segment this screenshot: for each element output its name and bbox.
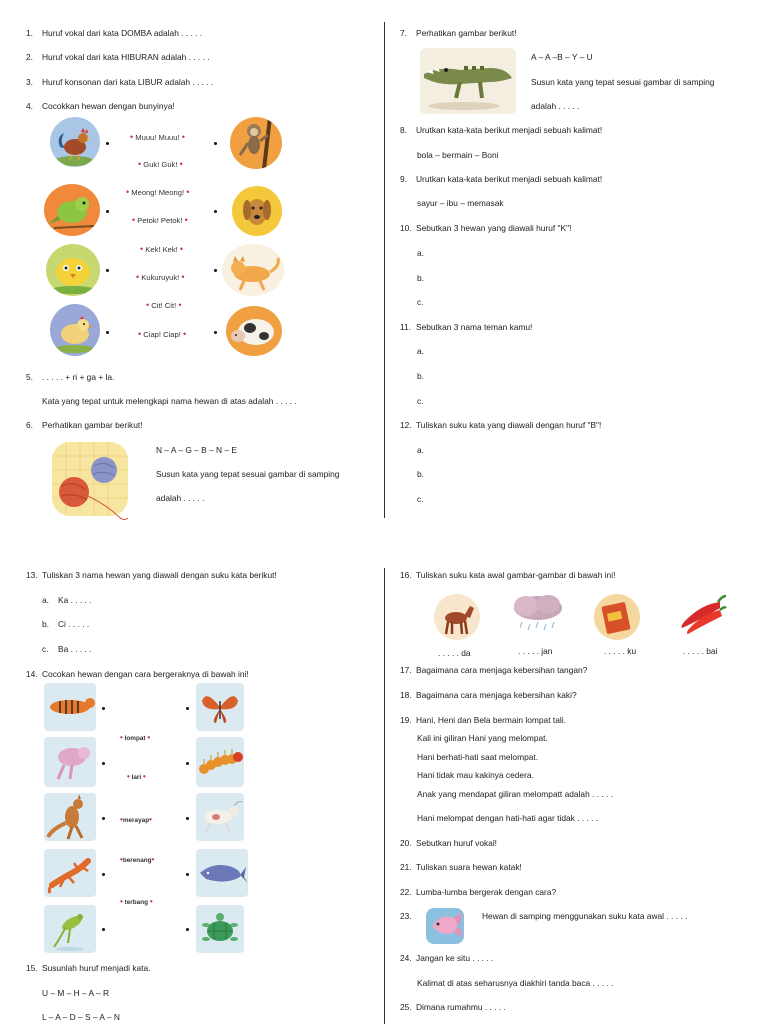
- question-13: 13. Tuliskan 3 nama hewan yang diawali dengan suku kata berikut!: [26, 570, 277, 580]
- monkey-icon: [230, 117, 282, 169]
- question-21: 21. Tuliskan suara hewan katak!: [400, 862, 522, 872]
- chili-icon: [672, 592, 728, 638]
- sound-label: • Muuu! Muuu! •: [130, 132, 185, 142]
- question-23-text: Hewan di samping menggunakan suku kata awal . . . . .: [482, 911, 688, 921]
- question-5-line2: Kata yang tepat untuk melengkapi nama hewan di atas adalah . . . . .: [42, 396, 297, 406]
- question-12: 12. Tuliskan suku kata yang diawali dengan huruf "B"!: [400, 420, 602, 430]
- column-divider-bottom: [384, 568, 385, 1024]
- dog-icon: [232, 186, 282, 236]
- blank-4[interactable]: . . . . . bai: [683, 646, 718, 656]
- question-8: 8. Urutkan kata-kata berikut menjadi sebuah kalimat!: [400, 125, 603, 135]
- answer-b[interactable]: b.: [417, 469, 424, 479]
- question-4: 4. Cocokkan hewan dengan bunyinya!: [26, 101, 175, 111]
- question-1: 1. Huruf vokal dari kata DOMBA adalah . . . . .: [26, 28, 203, 38]
- question-7-line1: Susun kata yang tepat sesuai gambar di samping: [531, 77, 715, 87]
- question-11: 11. Sebutkan 3 nama teman kamu!: [400, 322, 533, 332]
- question-15-word2: L – A – D – S – A – N: [42, 1012, 120, 1022]
- match-dot[interactable]: [214, 331, 217, 334]
- question-18: 18. Bagaimana cara menjaga kebersihan kaki?: [400, 690, 577, 700]
- match-dot[interactable]: [102, 762, 105, 765]
- question-15: 15. Susunlah huruf menjadi kata.: [26, 963, 151, 973]
- question-19-line5: Hani melompat dengan hati-hati agar tidak . . . . .: [417, 813, 599, 823]
- rooster-icon: [50, 117, 100, 167]
- move-label: • terbang •: [120, 897, 153, 906]
- answer-c[interactable]: c.: [417, 297, 424, 307]
- pig-icon: [44, 737, 96, 787]
- blank-1[interactable]: . . . . . da: [438, 648, 471, 658]
- move-label: •merayap•: [120, 815, 152, 824]
- column-divider-top: [384, 22, 385, 518]
- question-24-line2: Kalimat di atas seharusnya diakhiri tanda baca . . . . .: [417, 978, 614, 988]
- question-19-line1: Kali ini giliran Hani yang melompat.: [417, 733, 548, 743]
- blank-2[interactable]: . . . . . jan: [518, 646, 553, 656]
- match-dot[interactable]: [106, 210, 109, 213]
- match-dot[interactable]: [102, 873, 105, 876]
- sound-label: • Ciap! Ciap! •: [138, 329, 187, 339]
- crocodile-icon: [420, 48, 516, 114]
- answer-b[interactable]: b.: [417, 273, 424, 283]
- move-label: • lari •: [127, 772, 146, 781]
- question-19: 19. Hani, Heni dan Bela bermain lompat tali.: [400, 715, 566, 725]
- answer-a[interactable]: a.: [417, 248, 424, 258]
- kangaroo-icon: [44, 793, 96, 841]
- fish-icon: [422, 904, 468, 948]
- match-dot[interactable]: [102, 817, 105, 820]
- question-9-words: sayur – ibu – memasak: [417, 198, 504, 208]
- question-9: 9. Urutkan kata-kata berikut menjadi sebuah kalimat!: [400, 174, 603, 184]
- question-22: 22. Lumba-lumba bergerak dengan cara?: [400, 887, 557, 897]
- cat-icon: [222, 244, 284, 296]
- question-10: 10. Sebutkan 3 hewan yang diawali huruf "K"!: [400, 223, 572, 233]
- match-dot[interactable]: [106, 269, 109, 272]
- match-dot[interactable]: [102, 928, 105, 931]
- parrot-icon: [44, 184, 100, 236]
- sound-label: • Meong! Meong! •: [126, 187, 190, 197]
- blank-3[interactable]: . . . . . ku: [604, 646, 637, 656]
- match-dot[interactable]: [186, 707, 189, 710]
- hen-icon: [50, 304, 100, 356]
- sound-label: • Cit! Cit! •: [146, 300, 182, 310]
- move-label: • lompat •: [120, 733, 151, 742]
- cow-icon: [226, 306, 282, 356]
- answer-a[interactable]: a.: [417, 445, 424, 455]
- question-16: 16. Tuliskan suku kata awal gambar-gambar di bawah ini!: [400, 570, 616, 580]
- question-19-line2: Hani berhati-hati saat melompat.: [417, 752, 539, 762]
- goat-icon: [196, 793, 244, 841]
- question-24: 24. Jangan ke situ . . . . .: [400, 953, 494, 963]
- book-icon: [594, 594, 640, 640]
- answer-a[interactable]: a. Ka . . . . .: [42, 595, 92, 605]
- chick-icon: [46, 244, 100, 296]
- question-19-line4: Anak yang mendapat giliran melompatt adalah . . . . .: [417, 789, 613, 799]
- match-dot[interactable]: [186, 873, 189, 876]
- match-dot[interactable]: [214, 142, 217, 145]
- yarn-icon: [48, 436, 132, 522]
- horse-icon: [434, 594, 480, 640]
- match-dot[interactable]: [186, 928, 189, 931]
- question-19-line3: Hani tidak mau kakinya cedera.: [417, 770, 534, 780]
- question-3: 3. Huruf konsonan dari kata LIBUR adalah . . . . .: [26, 77, 214, 87]
- match-dot[interactable]: [214, 210, 217, 213]
- butterfly-icon: [196, 683, 244, 731]
- question-6-line1: Susun kata yang tepat sesuai gambar di samping: [156, 469, 340, 479]
- match-dot[interactable]: [186, 817, 189, 820]
- match-dot[interactable]: [102, 707, 105, 710]
- move-label: •berenang•: [120, 855, 155, 864]
- question-6-letters: N – A – G – B – N – E: [156, 445, 238, 455]
- question-6: 6. Perhatikan gambar berikut!: [26, 420, 143, 430]
- answer-b[interactable]: b.: [417, 371, 424, 381]
- cloud-icon: [508, 592, 566, 640]
- answer-c[interactable]: c. Ba . . . . .: [42, 644, 92, 654]
- question-7-letters: A – A –B – Y – U: [531, 52, 593, 62]
- question-23-number: 23.: [400, 911, 412, 921]
- answer-b[interactable]: b. Ci . . . . .: [42, 619, 90, 629]
- sound-label: • Guk! Guk! •: [138, 159, 183, 169]
- grasshopper-icon: [44, 905, 96, 953]
- question-15-word1: U – M – H – A – R: [42, 988, 110, 998]
- question-7: 7. Perhatikan gambar berikut!: [400, 28, 517, 38]
- match-dot[interactable]: [106, 142, 109, 145]
- answer-c[interactable]: c.: [417, 396, 424, 406]
- question-6-line2: adalah . . . . .: [156, 493, 205, 503]
- lizard-icon: [44, 849, 96, 897]
- match-dot[interactable]: [214, 269, 217, 272]
- question-7-line2: adalah . . . . .: [531, 101, 580, 111]
- question-2: 2. Huruf vokal dari kata HIBURAN adalah . . . . .: [26, 52, 210, 62]
- whale-icon: [196, 849, 248, 897]
- match-dot[interactable]: [186, 762, 189, 765]
- answer-a[interactable]: a.: [417, 346, 424, 356]
- sound-label: • Kek! Kek! •: [140, 244, 184, 254]
- question-25: 25. Dimana rumahmu . . . . .: [400, 1002, 506, 1012]
- tiger-icon: [44, 683, 96, 731]
- question-14: 14. Cocokan hewan dengan cara bergeraknya di bawah ini!: [26, 669, 249, 679]
- question-17: 17. Bagaimana cara menjaga kebersihan tangan?: [400, 665, 588, 675]
- caterpillar-icon: [196, 737, 244, 787]
- sound-label: • Kukuruyuk! •: [136, 272, 185, 282]
- turtle-icon: [196, 905, 244, 953]
- question-5: 5. . . . . . + ri + ga + la.: [26, 372, 115, 382]
- question-20: 20. Sebutkan huruf vokal!: [400, 838, 498, 848]
- question-8-words: bola – bermain – Boni: [417, 150, 499, 160]
- answer-c[interactable]: c.: [417, 494, 424, 504]
- match-dot[interactable]: [106, 331, 109, 334]
- sound-label: • Petok! Petok! •: [132, 215, 188, 225]
